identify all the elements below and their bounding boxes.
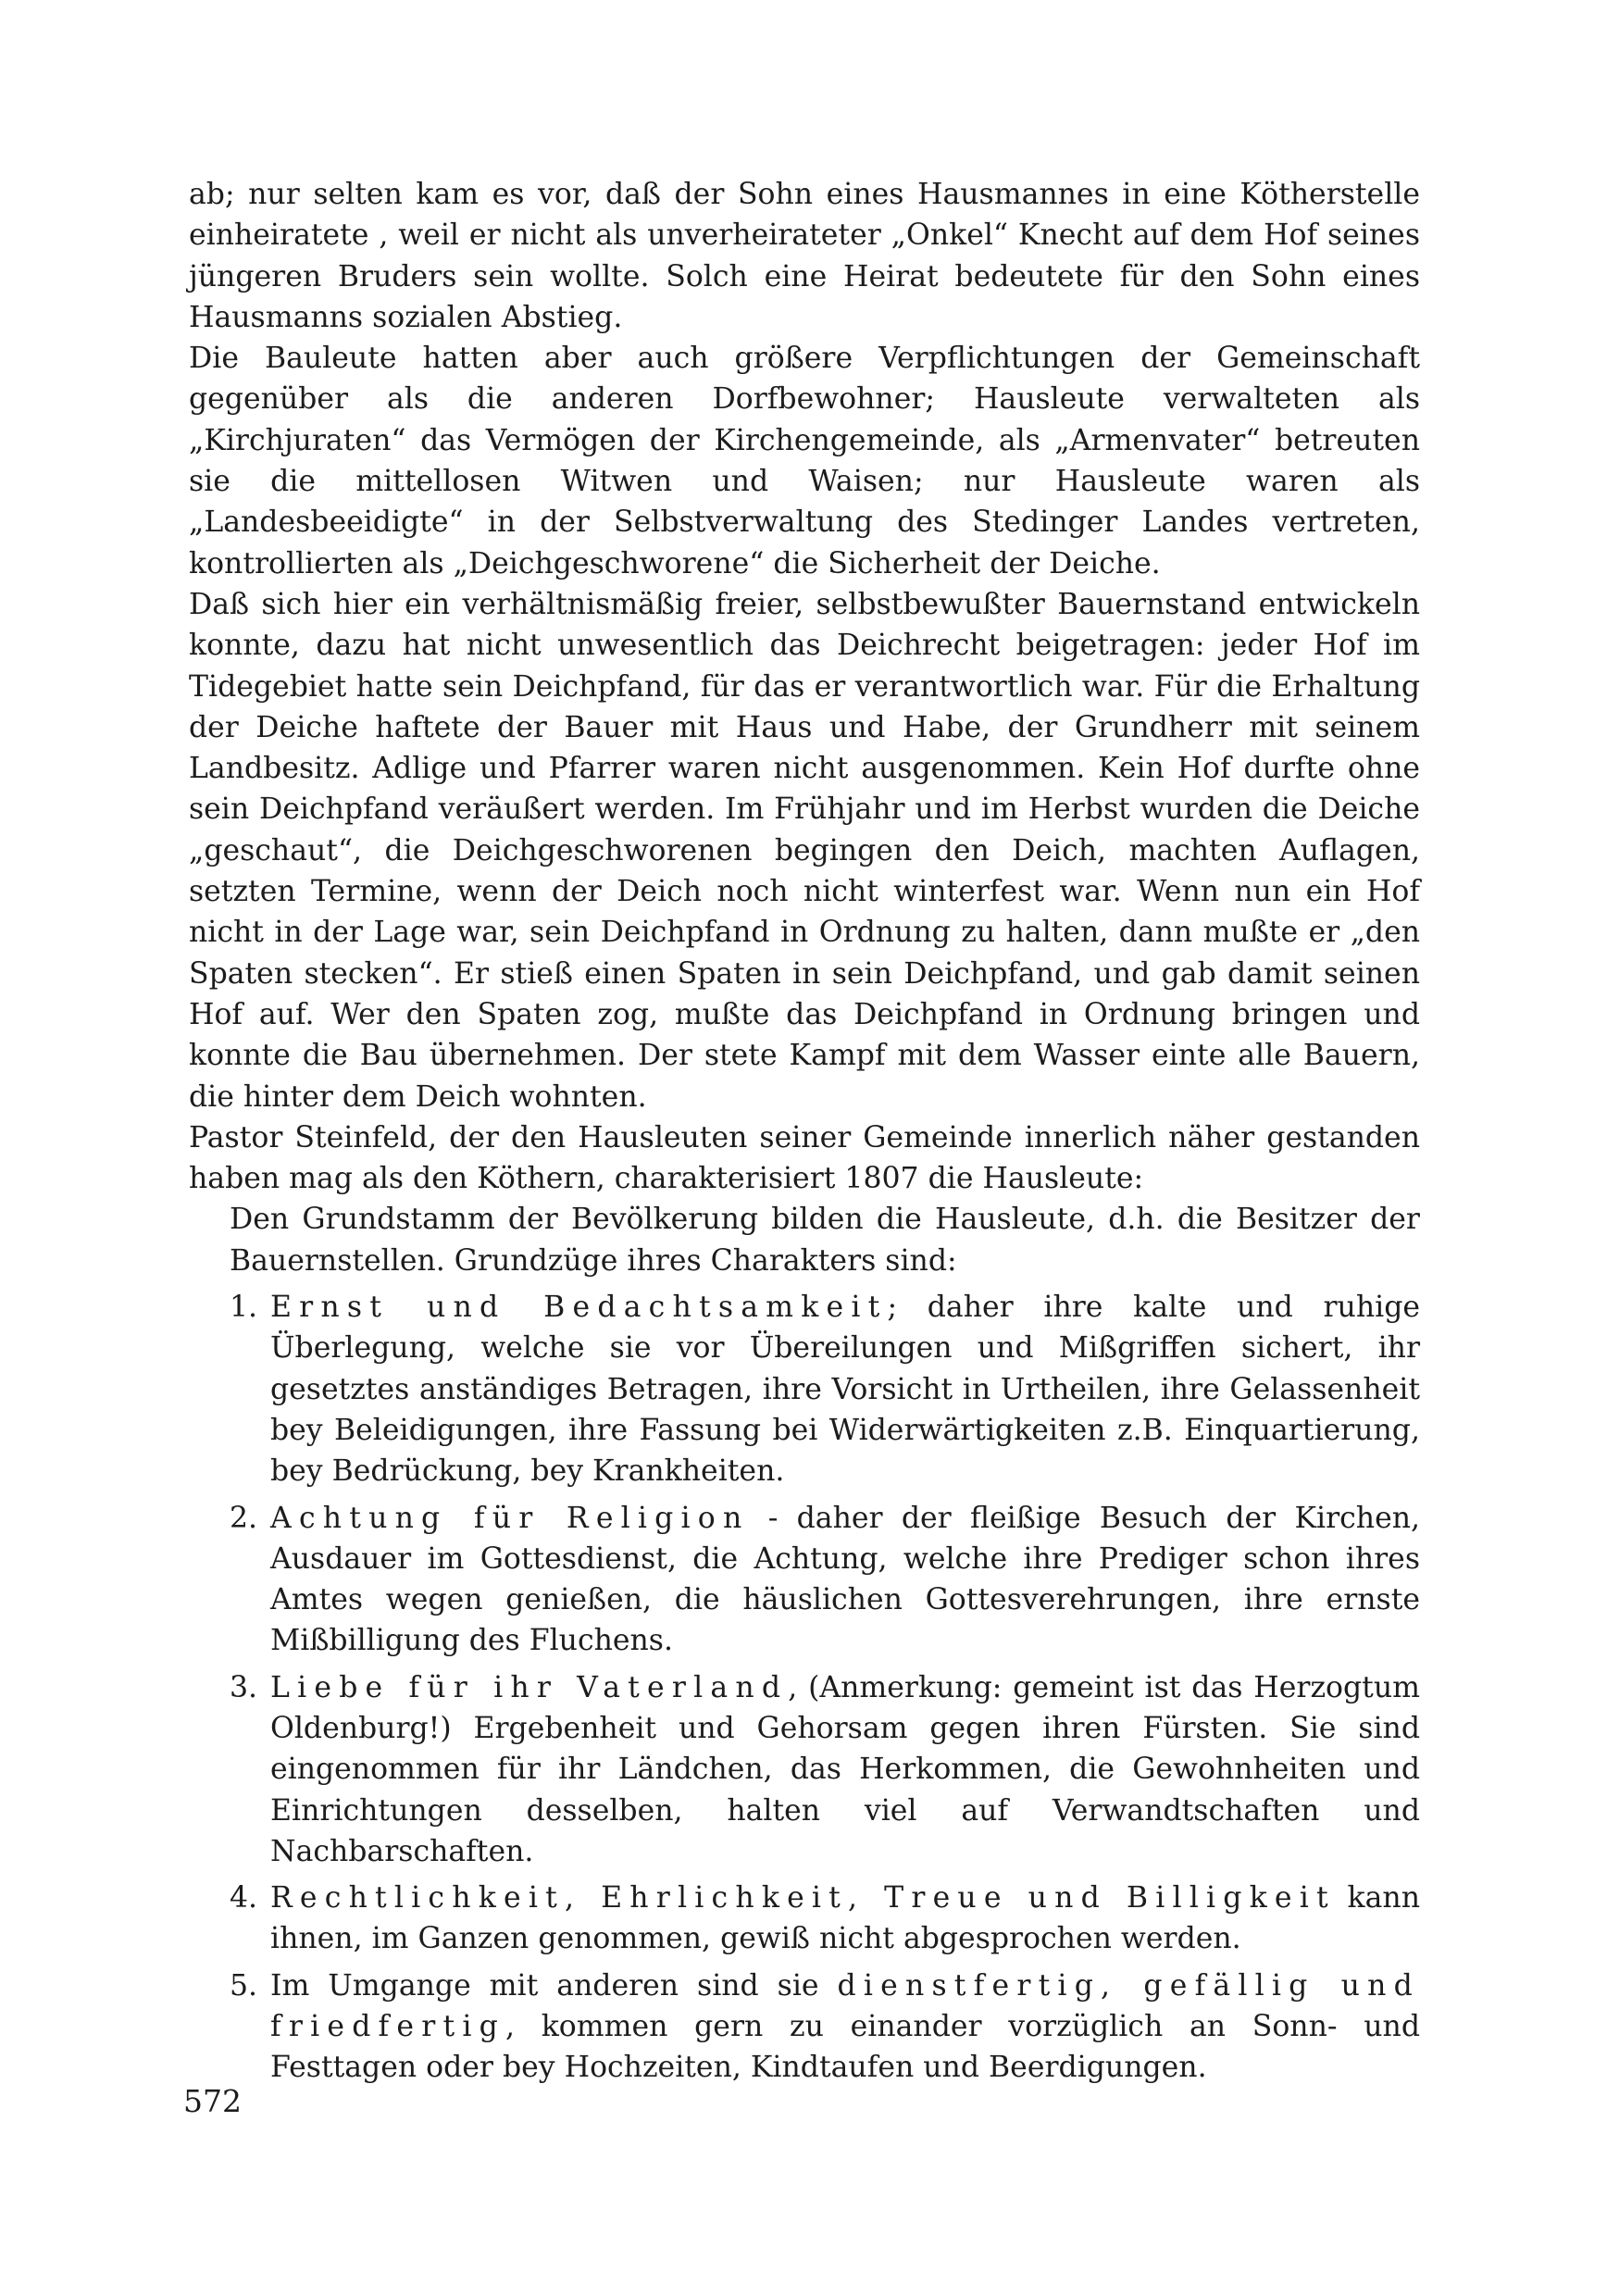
trait-list — [230, 1287, 1420, 2089]
list-text-pre: Im Umgange mit anderen sind sie — [270, 1968, 838, 2003]
list-text: , kommen gern zu einander vorzüglich an Sonn- und Festtagen oder bey Hochzeiten, Kindtaufen und Beerdigungen. — [270, 2010, 1420, 2085]
spaced-term: Rechtlichkeit, Ehrlichkeit, Treue und Billigkeit — [270, 1881, 1336, 1915]
list-item — [230, 1498, 1420, 1662]
spaced-term: Achtung für Religion — [270, 1501, 750, 1535]
list-number: 1. — [230, 1291, 258, 1325]
list-text: kann ihnen, im Ganzen genommen, gewiß nicht abgesprochen werden. — [270, 1881, 1420, 1956]
list-item — [230, 1965, 1420, 2089]
list-number: 4. — [230, 1881, 258, 1915]
spaced-term: Liebe für ihr Vaterland — [270, 1670, 789, 1704]
list-item — [230, 1667, 1420, 1872]
list-number: 5. — [230, 1968, 258, 2003]
list-number: 3. — [230, 1670, 258, 1704]
list-number: 2. — [230, 1501, 258, 1535]
page-body — [189, 174, 1420, 2089]
block-quote — [230, 1199, 1420, 2088]
page-number: 572 — [183, 2083, 242, 2119]
list-item — [230, 1287, 1420, 1491]
list-text: - daher der fleißige Besuch der Kirchen, Ausdauer im Gottesdienst, die Achtung, welche ihre Prediger schon ihres Amtes wegen genießen, die häuslichen Gottesverehrungen, ihre ernste Mißbilligung des Fluchens. — [270, 1501, 1421, 1658]
spaced-term: Ernst und Bedachtsamkeit — [270, 1291, 888, 1325]
list-item — [230, 1878, 1420, 1960]
paragraph-2: Die Bauleute hatten aber auch größere Verpflichtungen der Gemeinschaft gegenüber als die anderen Dorfbewohner; Hausleute verwalteten als „Kirchjuraten“ das Vermögen der Kirchengemeinde, als „Armenvater“ betreuten sie die mittellosen Witwen und Waisen; nur Hausleute waren als „Landesbeeidigte“ in der Selbstverwaltung des Stedinger Landes vertreten, kontrollierten als „Deichgeschworene“ die Sicherheit der Deiche. — [189, 342, 1420, 580]
paragraph-1: ab; nur selten kam es vor, daß der Sohn eines Hausmannes in eine Kötherstelle einheiratete , weil er nicht als unverheirateter „Onkel“ Knecht auf dem Hof seines jüngeren Bruders sein wollte. Solch eine Heirat bedeutete für den Sohn eines Hausmanns sozialen Abstieg. — [189, 178, 1420, 334]
list-text: , (Anmerkung: gemeint ist das Herzogtum Oldenburg!) Ergebenheit und Gehorsam gegen ihren Fürsten. Sie sind eingenommen für ihr Ländchen, das Herkommen, die Gewohnheiten und Einrichtungen desselben, halten viel auf Verwandtschaften und Nachbarschaften. — [270, 1670, 1420, 1868]
quote-intro: Den Grundstamm der Bevölkerung bilden die Hausleute, d.h. die Besitzer der Bauernstellen. Grundzüge ihres Charakters sind: — [230, 1203, 1420, 1278]
list-text: ; daher ihre kalte und ruhige Überlegung, welche sie vor Übereilungen und Mißgriffen sichert, ihr gesetztes anständiges Betragen, ihre Vorsicht in Urtheilen, ihre Gelassenheit bey Beleidigungen, ihre Fassung bei Widerwärtigkeiten z.B. Einquartierung, bey Bedrückung, bey Krankheiten. — [270, 1291, 1420, 1489]
paragraph-4: Pastor Steinfeld, der den Hausleuten seiner Gemeinde innerlich näher gestanden haben mag als den Köthern, charakterisiert 1807 die Hausleute: — [189, 1120, 1420, 1196]
spaced-term: dienstfertig, gefällig und friedfertig — [270, 1968, 1420, 2044]
paragraph-3: Daß sich hier ein verhältnismäßig freier, selbstbewußter Bauernstand entwickeln konnte, dazu hat nicht unwesentlich das Deichrecht beigetragen: jeder Hof im Tidegebiet hatte sein Deichpfand, für das er verantwortlich war. Für die Erhaltung der Deiche haftete der Bauer mit Haus und Habe, der Grundherr mit seinem Landbesitz. Adlige und Pfarrer waren nicht ausgenommen. Kein Hof durfte ohne sein Deichpfand veräußert werden. Im Frühjahr und im Herbst wurden die Deiche „geschaut“, die Deichgeschworenen begingen den Deich, machten Auflagen, setzten Termine, wenn der Deich noch nicht winterfest war. Wenn nun ein Hof nicht in der Lage war, sein Deichpfand in Ordnung zu halten, dann mußte er „den Spaten stecken“. Er stieß einen Spaten in sein Deichpfand, und gab damit seinen Hof auf. Wer den Spaten zog, mußte das Deichpfand in Ordnung bringen und konnte die Bau übernehmen. Der stete Kampf mit dem Wasser einte alle Bauern, die hinter dem Deich wohnten. — [189, 587, 1420, 1114]
